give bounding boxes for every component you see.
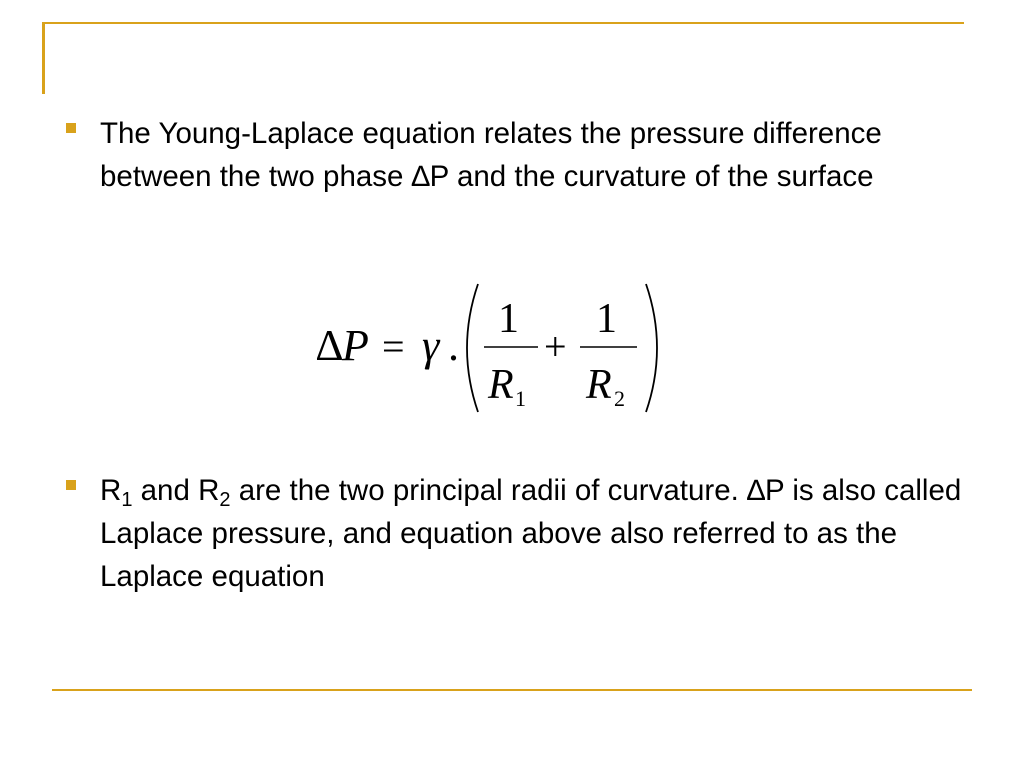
- r1-symbol: R: [100, 474, 122, 507]
- equation-p: P: [342, 321, 369, 370]
- r2-symbol: R: [198, 474, 220, 507]
- square-bullet-icon: [66, 480, 76, 490]
- equation-equals: =: [382, 324, 405, 369]
- bullet-text-1: The Young-Laplace equation relates the pressure difference between the two phase ∆P and the curvature of the surface: [100, 117, 882, 193]
- right-paren: [646, 284, 657, 412]
- square-bullet-icon: [66, 123, 76, 133]
- fraction-2-denominator-subscript: 2: [614, 386, 625, 411]
- r2-subscript: 2: [219, 489, 231, 511]
- equation-dot: .: [448, 321, 459, 370]
- bullet-2-rest: are the two principal radii of curvature. ∆P is also called Laplace pressure, and equation above also referred to as the Laplace equation: [100, 474, 962, 593]
- and-text: and: [132, 474, 199, 507]
- equation-delta: ∆: [316, 321, 343, 370]
- left-paren: [467, 284, 478, 412]
- fraction-2-numerator: 1: [596, 296, 617, 342]
- fraction-1-denominator: R: [488, 362, 514, 408]
- young-laplace-equation: [312, 276, 672, 420]
- equation-plus: +: [544, 324, 567, 369]
- frame-top-rule: [42, 22, 964, 24]
- frame-bottom-rule: [52, 689, 972, 691]
- r1-subscript: 1: [121, 489, 133, 511]
- fraction-1-numerator: 1: [498, 296, 519, 342]
- equation-gamma: γ: [422, 321, 440, 370]
- frame-left-rule: [42, 22, 45, 94]
- bullet-text-2: [100, 469, 970, 598]
- fraction-1-denominator-subscript: 1: [515, 386, 526, 411]
- fraction-2-denominator: R: [586, 362, 612, 408]
